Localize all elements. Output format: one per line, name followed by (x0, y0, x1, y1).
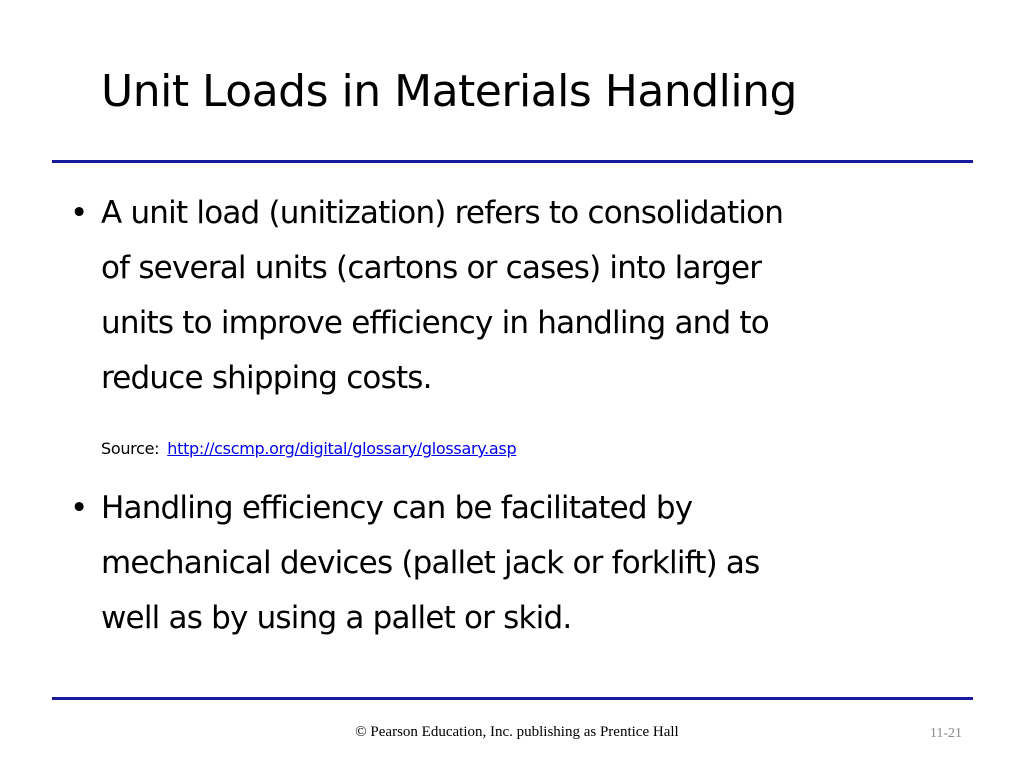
bullet-text (101, 481, 759, 646)
slide-title: Unit Loads in Materials Handling (101, 66, 797, 117)
bullet-line: Handling efficiency can be facilitated by (101, 490, 693, 526)
bullet-text (101, 186, 783, 406)
source-link[interactable]: http://cscmp.org/digital/glossary/glossary.asp (167, 439, 517, 458)
footer-divider (52, 697, 973, 700)
bullet-line: mechanical devices (pallet jack or forklift) as (101, 545, 760, 581)
source-citation (101, 437, 516, 461)
bullet-marker: • (70, 195, 88, 231)
bullet-line: well as by using a pallet or skid. (101, 600, 572, 636)
title-divider (52, 160, 973, 163)
bullet-line: of several units (cartons or cases) into larger (101, 250, 762, 286)
bullet-marker: • (70, 490, 88, 526)
source-label: Source: (101, 439, 160, 458)
footer-copyright: © Pearson Education, Inc. publishing as Prentice Hall (355, 724, 679, 740)
slide-number: 11-21 (929, 726, 962, 741)
bullet-line: A unit load (unitization) refers to consolidation (101, 195, 784, 231)
bullet-line: units to improve efficiency in handling and to (101, 305, 769, 341)
bullet-line: reduce shipping costs. (101, 360, 432, 396)
